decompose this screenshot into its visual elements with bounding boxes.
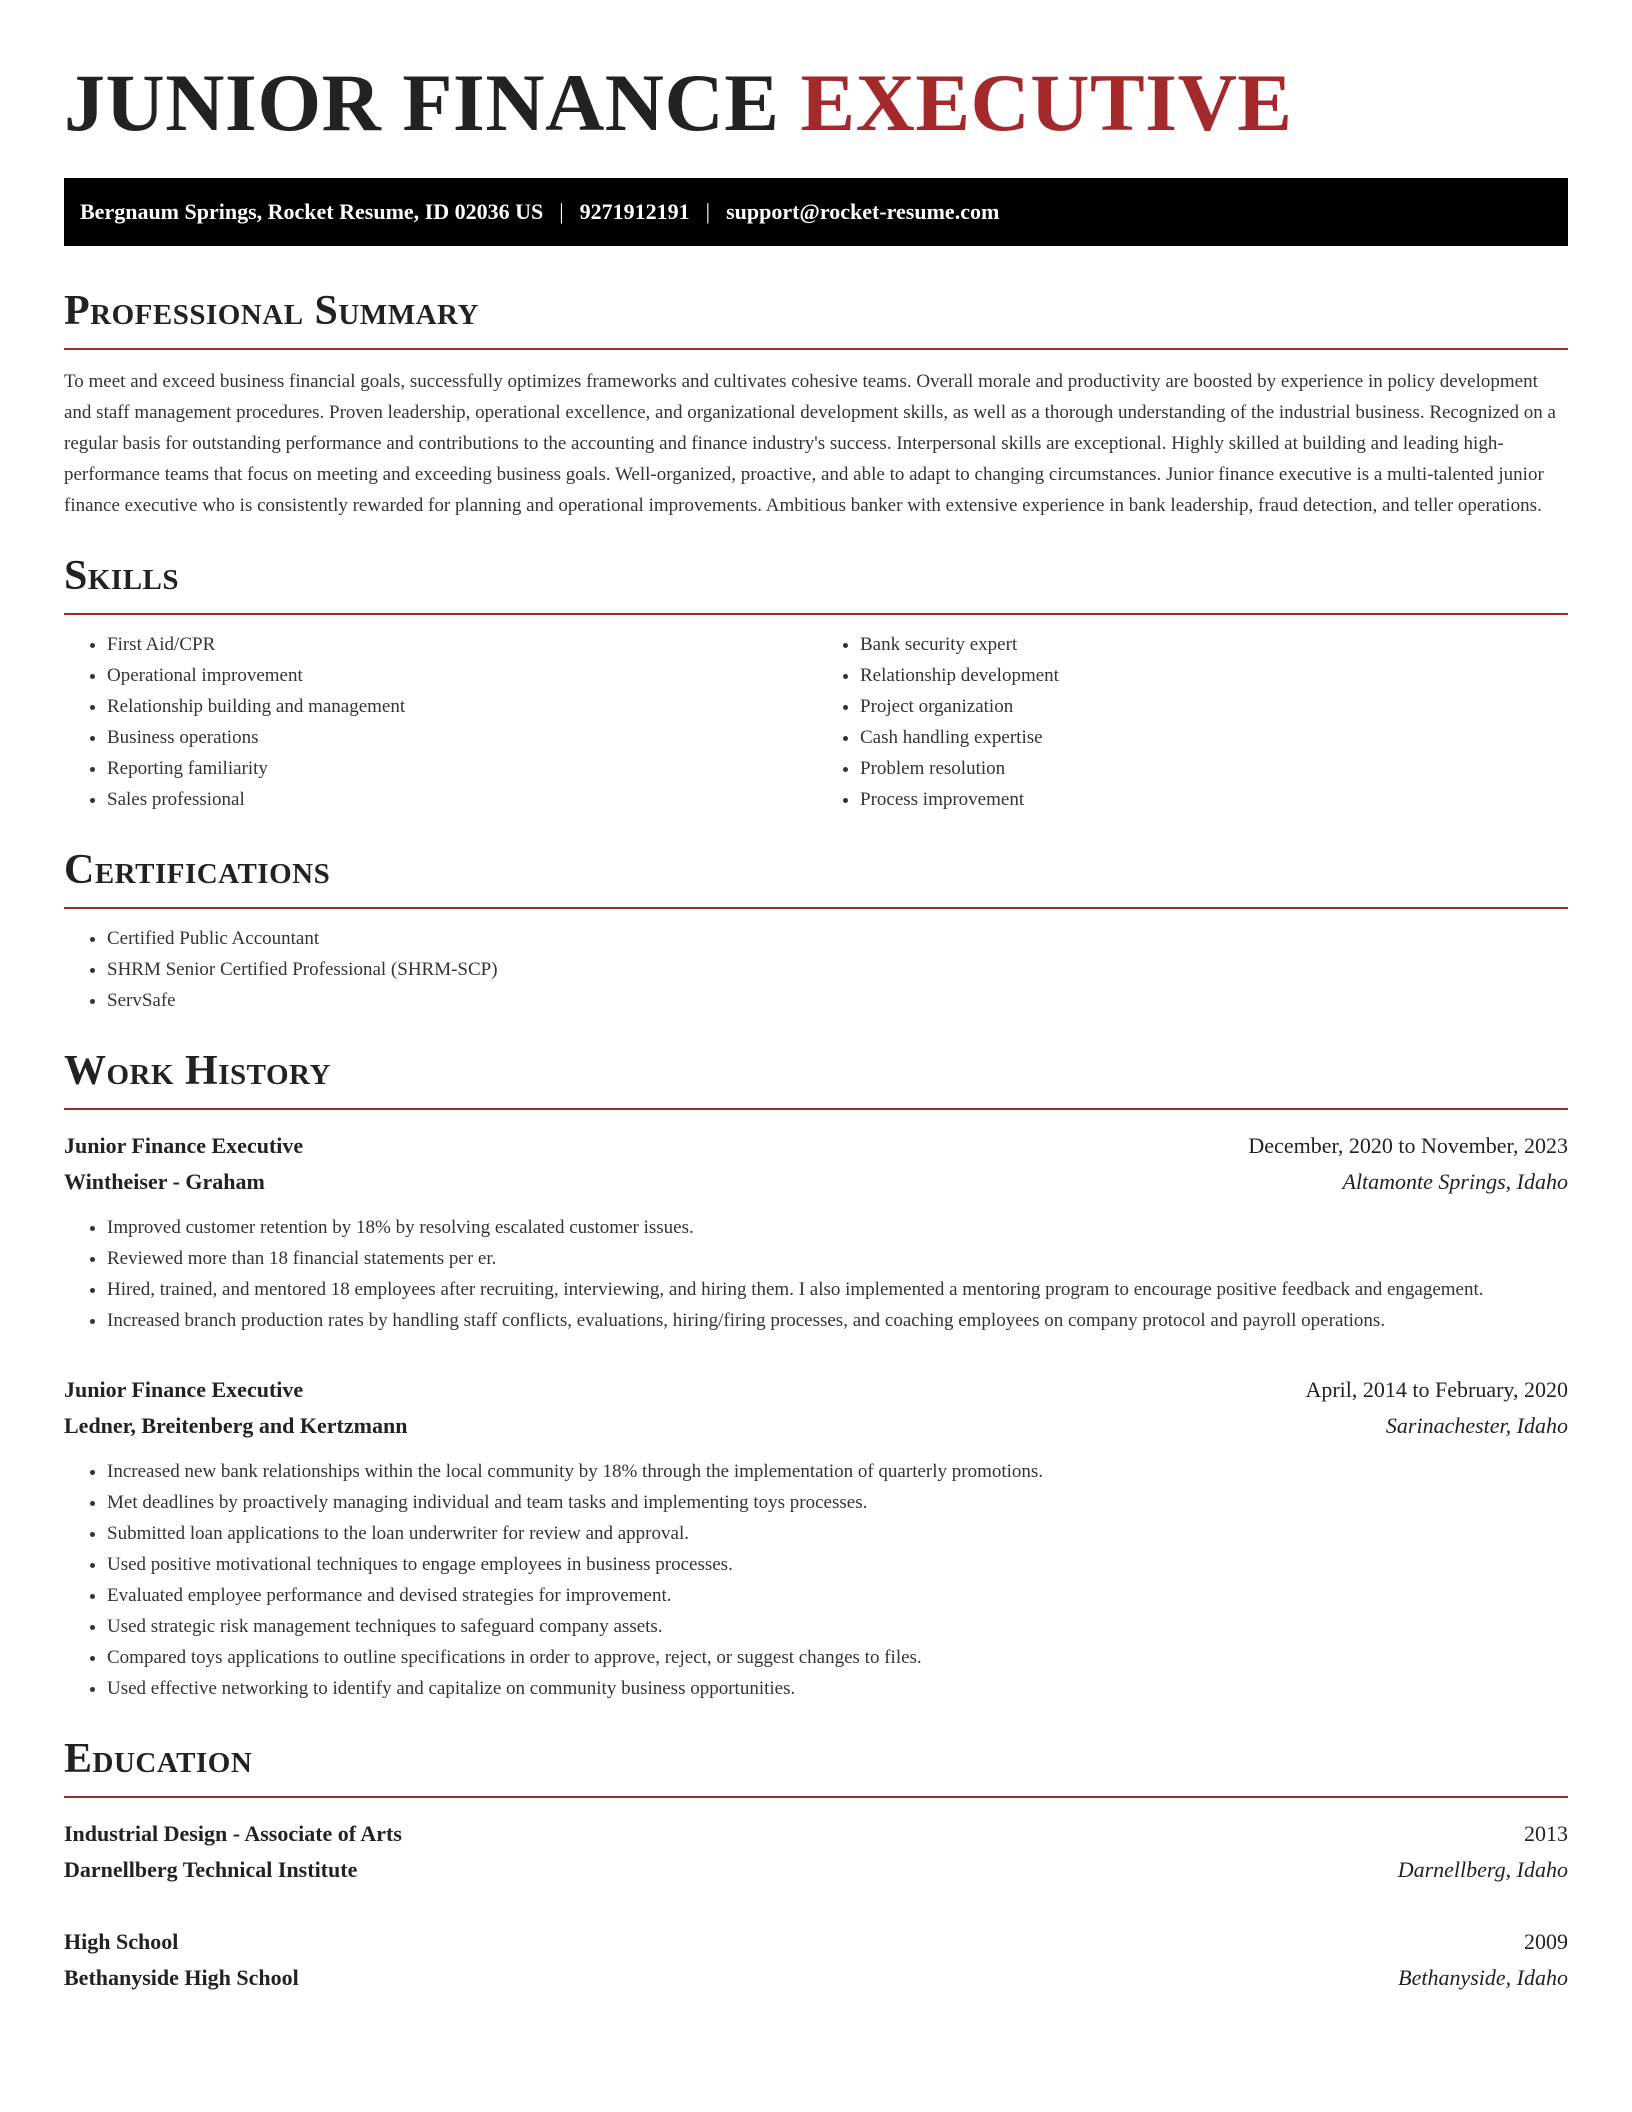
job-bullet: • Increased new bank relationships within the local community by 18% through the implementation of quarterly promotions. (107, 1456, 1568, 1487)
job-location: Sarinachester, Idaho (1385, 1413, 1568, 1438)
job-bullet: • Used positive motivational techniques to engage employees in business processes. (107, 1549, 1568, 1580)
job-bullet: • Met deadlines by proactively managing individual and team tasks and implementing toys processes. (107, 1487, 1568, 1518)
education-school-row (64, 1960, 1568, 1996)
skill-item: • Problem resolution (860, 753, 1568, 784)
job-entry (64, 1372, 1568, 1704)
section-heading-education: Education (64, 1736, 253, 1782)
education-school: Bethanyside High School (64, 1965, 299, 1990)
section-heading-work-history: Work History (64, 1048, 331, 1094)
section-divider (64, 907, 1568, 909)
job-bullet: • Compared toys applications to outline specifications in order to approve, reject, or suggest changes to files. (107, 1642, 1568, 1673)
resume-title (64, 57, 1568, 148)
job-entry (64, 1128, 1568, 1336)
job-company: Ledner, Breitenberg and Kertzmann (64, 1413, 408, 1438)
skills-list-right (815, 629, 1568, 815)
contact-bar (64, 178, 1568, 246)
title-part-2: EXECUTIVE (800, 57, 1293, 148)
education-header-row (64, 1816, 1568, 1852)
education-location: Bethanyside, Idaho (1398, 1965, 1568, 1990)
job-bullet: • Submitted loan applications to the loan underwriter for review and approval. (107, 1518, 1568, 1549)
job-title: Junior Finance Executive (64, 1377, 304, 1402)
skill-item: • Process improvement (860, 784, 1568, 815)
education-entry (64, 1924, 1568, 1996)
education-school-row (64, 1852, 1568, 1888)
certifications-section (64, 849, 1568, 1016)
education-school: Darnellberg Technical Institute (64, 1857, 358, 1882)
skill-item: • Relationship development (860, 660, 1568, 691)
skills-list-left (64, 629, 815, 815)
job-title: Junior Finance Executive (64, 1133, 304, 1158)
education-location: Darnellberg, Idaho (1397, 1857, 1568, 1882)
skills-grid (64, 629, 1568, 815)
work-history-section (64, 1050, 1568, 1704)
section-heading-summary: Professional Summary (64, 288, 479, 334)
skill-item: • Cash handling expertise (860, 722, 1568, 753)
section-divider (64, 1796, 1568, 1798)
education-degree: High School (64, 1929, 179, 1954)
job-bullets (64, 1456, 1568, 1704)
job-header-row (64, 1128, 1568, 1164)
skill-item: • Relationship building and management (107, 691, 815, 722)
job-bullet: • Evaluated employee performance and devised strategies for improvement. (107, 1580, 1568, 1611)
job-bullets (64, 1212, 1568, 1336)
section-heading-skills: Skills (64, 553, 180, 599)
certification-item: • ServSafe (107, 985, 1568, 1016)
education-section (64, 1738, 1568, 1996)
job-bullet: • Improved customer retention by 18% by resolving escalated customer issues. (107, 1212, 1568, 1243)
job-bullet: • Increased branch production rates by handling staff conflicts, evaluations, hiring/firing processes, and coaching employees on company protocol and payroll operations. (107, 1305, 1568, 1336)
summary-text: To meet and exceed business financial goals, successfully optimizes frameworks and cultivates cohesive teams. Overall morale and productivity are boosted by experience in policy development and staff management procedures. Proven leadership, operational excellence, and organizational development skills, as well as a thorough understanding of the industrial business. Recognized on a regular basis for outstanding performance and contributions to the accounting and finance industry's success. Interpersonal skills are exceptional. Highly skilled at building and leading high-performance teams that focus on meeting and exceeding business goals. Well-organized, proactive, and able to adapt to changing circumstances. Junior finance executive is a multi-talented junior finance executive who is consistently rewarded for planning and operational improvements. Ambitious banker with extensive experience in bank leadership, fraud detection, and teller operations. (64, 371, 1556, 516)
job-company-row (64, 1408, 1568, 1444)
skill-item: • Operational improvement (107, 660, 815, 691)
section-divider (64, 348, 1568, 350)
job-company: Wintheiser - Graham (64, 1169, 265, 1194)
job-bullet: • Reviewed more than 18 financial statements per er. (107, 1243, 1568, 1274)
title-part-1: JUNIOR FINANCE (64, 57, 780, 148)
contact-separator: | (559, 199, 564, 224)
job-bullet: • Used effective networking to identify and capitalize on community business opportunities. (107, 1673, 1568, 1704)
job-header-row (64, 1372, 1568, 1408)
education-year: 2013 (1524, 1821, 1568, 1846)
education-year: 2009 (1524, 1929, 1568, 1954)
section-divider (64, 1108, 1568, 1110)
education-degree: Industrial Design - Associate of Arts (64, 1821, 402, 1846)
skill-item: • Reporting familiarity (107, 753, 815, 784)
certifications-list (64, 923, 1568, 1016)
skill-item: • First Aid/CPR (107, 629, 815, 660)
education-header-row (64, 1924, 1568, 1960)
job-bullet: • Hired, trained, and mentored 18 employees after recruiting, interviewing, and hiring them. I also implemented a mentoring program to encourage positive feedback and engagement. (107, 1274, 1568, 1305)
contact-email: support@rocket-resume.com (726, 199, 1000, 224)
contact-phone: 9271912191 (579, 199, 690, 224)
contact-address: Bergnaum Springs, Rocket Resume, ID 02036 US (80, 199, 544, 224)
section-divider (64, 613, 1568, 615)
certification-item: • Certified Public Accountant (107, 923, 1568, 954)
job-location: Altamonte Springs, Idaho (1342, 1169, 1568, 1194)
skill-item: • Business operations (107, 722, 815, 753)
section-heading-certifications: Certifications (64, 847, 331, 893)
skill-item: • Sales professional (107, 784, 815, 815)
skill-item: • Project organization (860, 691, 1568, 722)
job-dates: December, 2020 to November, 2023 (1248, 1133, 1568, 1158)
skill-item: • Bank security expert (860, 629, 1568, 660)
summary-section (64, 290, 1568, 521)
skills-section (64, 555, 1568, 815)
certification-item: • SHRM Senior Certified Professional (SHRM-SCP) (107, 954, 1568, 985)
job-company-row (64, 1164, 1568, 1200)
job-bullet: • Used strategic risk management techniques to safeguard company assets. (107, 1611, 1568, 1642)
contact-separator: | (705, 199, 711, 224)
job-dates: April, 2014 to February, 2020 (1305, 1377, 1568, 1402)
education-entry (64, 1816, 1568, 1888)
